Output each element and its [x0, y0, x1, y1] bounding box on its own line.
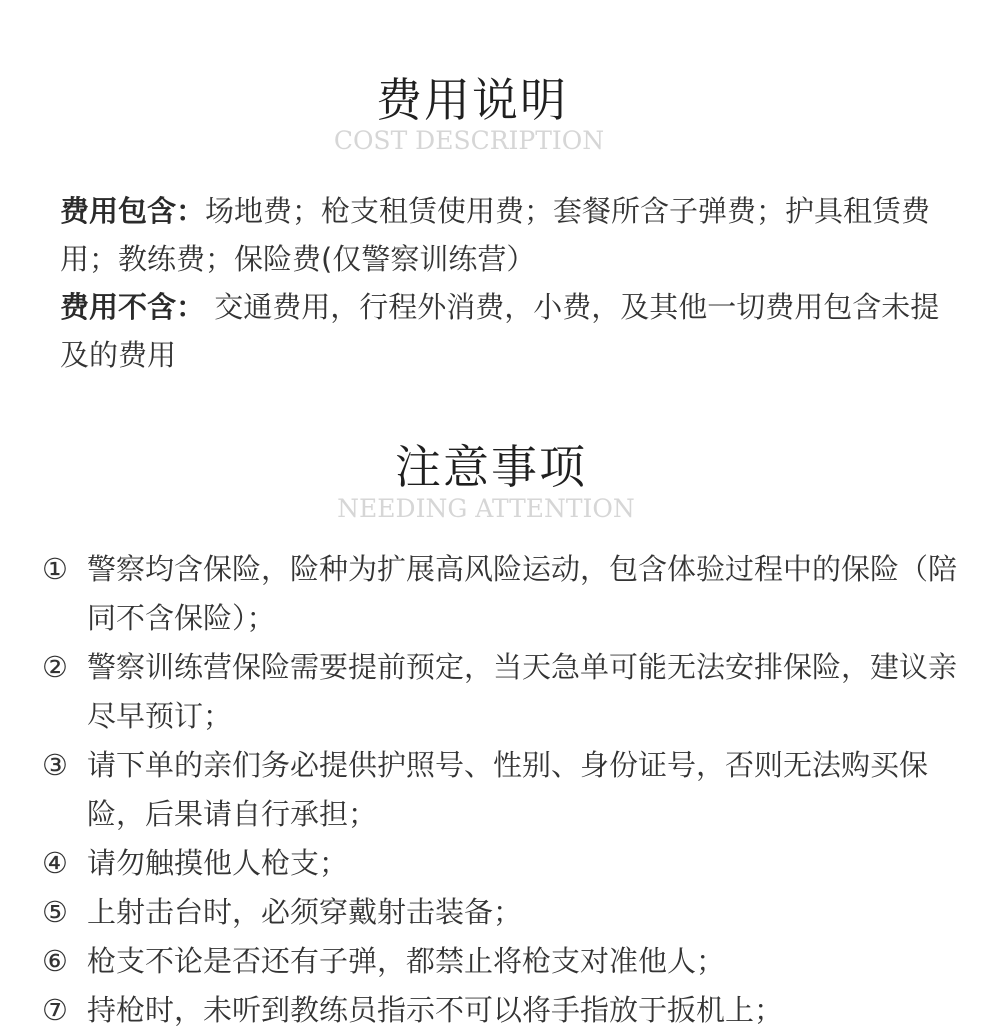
- item-text: 持枪时，未听到教练员指示不可以将手指放于扳机上；: [87, 993, 784, 1027]
- item-text: 请勿触摸他人枪支；: [87, 846, 349, 880]
- cost-section-subtitle: COST DESCRIPTION: [333, 126, 605, 155]
- item-number: ①: [42, 552, 68, 586]
- cost-description-block: [60, 187, 950, 379]
- item-text: 枪支不论是否还有子弹，都禁止将枪支对准他人；: [87, 944, 726, 978]
- cost-excluded-label: 费用不含：: [60, 290, 206, 324]
- item-number: ④: [42, 846, 68, 880]
- list-item: [42, 839, 972, 888]
- list-item: [42, 545, 972, 643]
- cost-included-text: 场地费；枪支租赁使用费；套餐所含子弹费；护具租赁费用；教练费；保险费(仅警察训练营）: [60, 194, 931, 276]
- item-number: ③: [42, 748, 68, 782]
- list-item: [42, 741, 972, 839]
- cost-included-label: 费用包含：: [60, 194, 206, 228]
- list-item: [42, 937, 972, 986]
- item-number: ⑤: [42, 895, 68, 929]
- item-number: ⑥: [42, 944, 68, 978]
- item-text: 警察训练营保险需要提前预定，当天急单可能无法安排保险，建议亲尽早预订；: [87, 650, 958, 733]
- notes-section-subtitle: NEEDING ATTENTION: [337, 494, 635, 523]
- item-number: ②: [42, 650, 68, 684]
- item-number: ⑦: [42, 993, 68, 1027]
- item-text: 请下单的亲们务必提供护照号、性别、身份证号，否则无法购买保险，后果请自行承担；: [87, 748, 929, 831]
- notes-list: [42, 545, 972, 1035]
- list-item: [42, 643, 972, 741]
- item-text: 上射击台时，必须穿戴射击装备；: [87, 895, 523, 929]
- list-item: [42, 888, 972, 937]
- cost-excluded-paragraph: [60, 283, 950, 379]
- cost-section-title: 费用说明: [376, 73, 568, 127]
- cost-excluded-text: 交通费用，行程外消费，小费，及其他一切费用包含未提及的费用: [60, 290, 940, 372]
- item-text: 警察均含保险，险种为扩展高风险运动，包含体验过程中的保险（陪同不含保险）；: [87, 552, 958, 635]
- cost-included-paragraph: [60, 187, 950, 283]
- list-item: [42, 986, 972, 1035]
- notes-section-title: 注意事项: [395, 440, 587, 494]
